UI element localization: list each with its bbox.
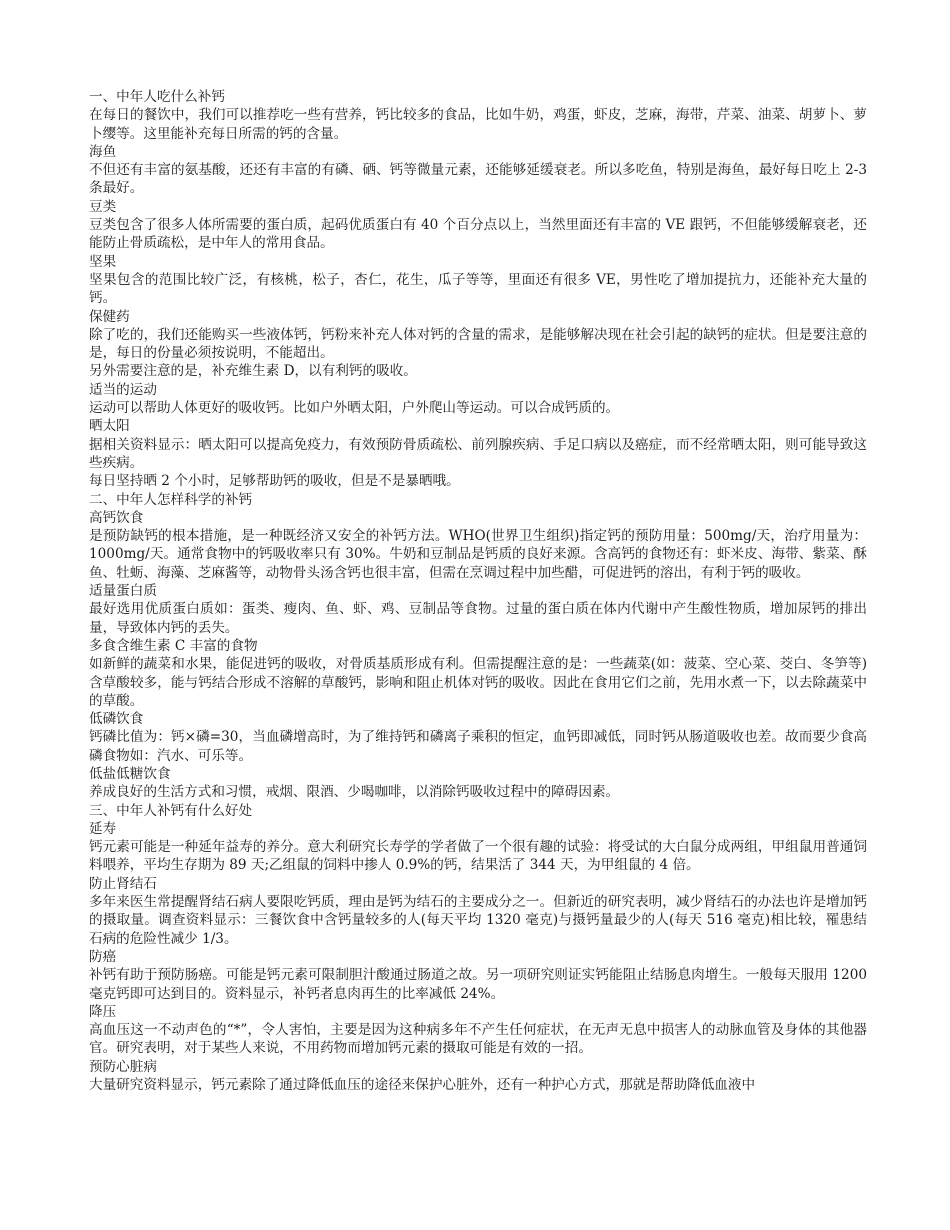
paragraph: 每日坚持晒 2 个小时，足够帮助钙的吸收，但是不是暴晒哦。	[89, 473, 460, 490]
subsection-heading: 保健药	[89, 308, 130, 325]
paragraph: 养成良好的生活方式和习惯，戒烟、限酒、少喝咖啡，以消除钙吸收过程中的障碍因素。	[89, 784, 620, 801]
subsection-heading: 低盐低糖饮食	[89, 765, 171, 782]
paragraph: 不但还有丰富的氨基酸，还还有丰富的有磷、硒、钙等微量元素，还能够延缓衰老。所以多吃鱼，特别是海鱼，最好每日吃上 2-3 条最好。	[89, 162, 867, 197]
paragraph: 除了吃的，我们还能购买一些液体钙，钙粉来补充人体对钙的含量的需求，是能够解决现在社会引起的缺钙的症状。但是要注意的是，每日的份量必须按说明，不能超出。	[89, 326, 867, 362]
subsection-heading: 坚果	[89, 253, 117, 270]
paragraph: 在每日的餐饮中，我们可以推荐吃一些有营养，钙比较多的食品，比如牛奶，鸡蛋，虾皮，芝麻，海带，芹菜、油菜、胡萝卜、萝卜缨等。这里能补充每日所需的钙的含量。	[89, 107, 867, 142]
paragraph: 是预防缺钙的根本措施，是一种既经济又安全的补钙方法。WHO(世界卫生组织)指定钙的预防用量：500mg/天，治疗用量为：1000mg/天。通常食物中的钙吸收率只有 30%。牛奶和豆制品是钙质的良好来源。含高钙的食物还有：虾米皮、海带、紫菜、酥鱼、牡蛎、海藻、芝麻酱等，动物骨头汤含钙也很丰富，但需在烹调过程中加些醋，可促进钙的溶出，有利于钙的吸收。	[89, 528, 867, 581]
paragraph: 钙元素可能是一种延年益寿的养分。意大利研究长寿学的学者做了一个很有趣的试验：将受试的大白鼠分成两组，甲组鼠用普通饲料喂养，平均生存期为 89 天;乙组鼠的饲料中掺人 0.9%的钙，结果活了 344 天，为甲组鼠的 4 倍。	[89, 839, 867, 874]
subsection-heading: 晒太阳	[89, 418, 130, 435]
subsection-heading: 适量蛋白质	[89, 583, 157, 600]
paragraph: 大量研究资料显示，钙元素除了通过降低血压的途径来保护心脏外，还有一种护心方式，那就是帮助降低血液中	[89, 1077, 756, 1094]
subsection-heading: 多食含维生素 C 丰富的食物	[89, 637, 258, 654]
paragraph: 豆类包含了很多人体所需要的蛋白质，起码优质蛋白有 40 个百分点以上，当然里面还有丰富的 VE 跟钙，不但能够缓解衰老，还能防止骨质疏松，是中年人的常用食品。	[89, 217, 867, 252]
subsection-heading: 防癌	[89, 948, 117, 965]
paragraph: 运动可以帮助人体更好的吸收钙。比如户外晒太阳，户外爬山等运动。可以合成钙质的。	[89, 400, 620, 417]
paragraph: 高血压这一不动声色的“*”，令人害怕，主要是因为这种病多年不产生任何症状，在无声无息中损害人的动脉血管及身体的其他器官。研究表明，对于某些人来说，不用药物而增加钙元素的摄取可能是有效的一招。	[89, 1022, 867, 1057]
paragraph: 钙磷比值为：钙×磷=30，当血磷增高时，为了维持钙和磷离子乘积的恒定，血钙即减低，同时钙从肠道吸收也差。故而要少食高磷食物如：汽水、可乐等。	[89, 729, 867, 764]
section-heading: 一、中年人吃什么补钙	[89, 89, 225, 105]
subsection-heading: 延寿	[89, 820, 117, 837]
paragraph: 补钙有助于预防肠癌。可能是钙元素可限制胆汁酸通过肠道之故。另一项研究则证实钙能阻止结肠息肉增生。一般每天服用 1200 毫克钙即可达到目的。资料显示，补钙者息肉再生的比率减低 24%。	[89, 967, 867, 1002]
subsection-heading: 低磷饮食	[89, 711, 144, 728]
subsection-heading: 预防心脏病	[89, 1058, 157, 1075]
paragraph: 据相关资料显示：晒太阳可以提高免疫力，有效预防骨质疏松、前列腺疾病、手足口病以及癌症，而不经常晒太阳，则可能导致这些疾病。	[89, 436, 867, 471]
subsection-heading: 防止肾结石	[89, 875, 157, 892]
paragraph: 如新鲜的蔬菜和水果，能促进钙的吸收，对骨质基质形成有利。但需提醒注意的是：一些蔬菜(如：菠菜、空心菜、茭白、冬笋等)含草酸较多，能与钙结合形成不溶解的草酸钙，影响和阻止机体对钙的吸收。因此在食用它们之前，先用水煮一下，以去除蔬菜中的草酸。	[89, 656, 867, 709]
paragraph: 最好选用优质蛋白质如：蛋类、瘦肉、鱼、虾、鸡、豆制品等食物。过量的蛋白质在体内代谢中产生酸性物质，增加尿钙的排出量，导致体内钙的丢失。	[89, 601, 867, 636]
subsection-heading: 高钙饮食	[89, 509, 144, 526]
subsection-heading: 海鱼	[89, 143, 117, 160]
subsection-heading: 豆类	[89, 198, 117, 215]
subsection-heading: 适当的运动	[89, 381, 157, 398]
document-body	[89, 88, 867, 1094]
section-heading: 三、中年人补钙有什么好处	[89, 802, 253, 819]
paragraph: 另外需要注意的是，补充维生素 D，以有利钙的吸收。	[89, 363, 417, 380]
subsection-heading: 降压	[89, 1003, 117, 1020]
paragraph: 坚果包含的范围比较广泛，有核桃，松子，杏仁，花生，瓜子等等，里面还有很多 VE，男性吃了增加提抗力，还能补充大量的钙。	[89, 271, 867, 307]
section-heading: 二、中年人怎样科学的补钙	[89, 491, 253, 508]
paragraph: 多年来医生常提醒肾结石病人要限吃钙质，理由是钙为结石的主要成分之一。但新近的研究表明，减少肾结石的办法也许是增加钙的摄取量。调查资料显示：三餐饮食中含钙量较多的人(每天平均 1320 毫克)与摄钙量最少的人(每天 516 毫克)相比较，罹患结石病的危险性减少 1/3。	[89, 894, 867, 947]
